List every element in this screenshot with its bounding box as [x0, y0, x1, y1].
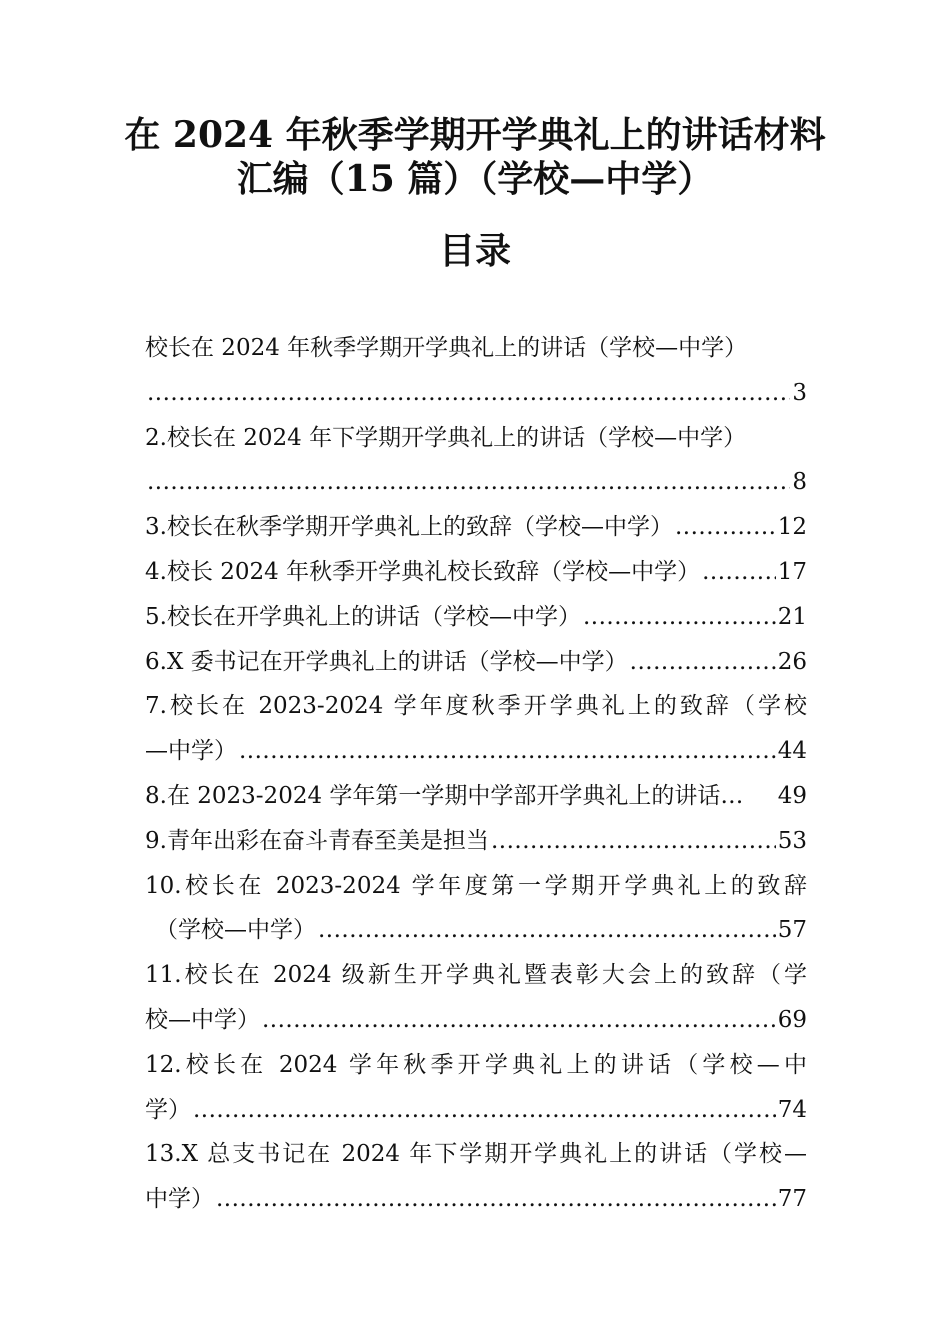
toc-entry[interactable]	[145, 684, 807, 774]
toc-entry[interactable]	[145, 416, 807, 506]
toc-entry-page: 44	[777, 738, 807, 765]
toc-entry-page: 49	[777, 782, 807, 809]
toc-leader-dots	[491, 819, 776, 864]
toc-leader-dots	[147, 460, 790, 505]
toc-entry[interactable]	[145, 1132, 807, 1222]
table-of-contents	[145, 326, 807, 1222]
toc-entry-page: 69	[777, 1006, 807, 1033]
toc-entry-page: 3	[792, 379, 807, 406]
toc-entry-page: 57	[777, 917, 807, 944]
toc-entry-title: 5.校长在开学典礼上的讲话（学校—中学）	[145, 603, 581, 630]
toc-entry-title: 4.校长 2024 年秋季开学典礼校长致辞（学校—中学）	[145, 558, 701, 585]
toc-entry-title: 11.校长在 2024 级新生开学典礼暨表彰大会上的致辞（学	[145, 962, 807, 989]
document-title-line-2: 汇编（15 篇）（学校—中学）	[236, 158, 714, 200]
toc-entry-page: 17	[777, 558, 807, 585]
toc-leader-dots	[702, 550, 776, 595]
toc-entry-title-continued: 学）	[145, 1096, 191, 1123]
toc-entry-title: 12.校长在 2024 学年秋季开学典礼上的讲话（学校—中	[145, 1051, 807, 1078]
toc-entry[interactable]	[145, 505, 807, 550]
toc-entry-title: 10.校长在 2023-2024 学年度第一学期开学典礼上的致辞	[145, 872, 807, 899]
toc-entry-page: 77	[777, 1186, 807, 1213]
toc-entry-page: 53	[777, 827, 807, 854]
toc-leader-dots	[262, 998, 776, 1043]
toc-entry-page: 12	[777, 514, 807, 541]
toc-entry-title: 校长在 2024 年秋季学期开学典礼上的讲话（学校—中学）	[145, 335, 748, 361]
toc-entry[interactable]	[145, 640, 807, 685]
toc-entry-title: 8.在 2023-2024 学年第一学期中学部开学典礼上的讲话…	[145, 782, 744, 809]
toc-entry-title: 2.校长在 2024 年下学期开学典礼上的讲话（学校—中学）	[145, 424, 747, 451]
toc-leader-dots	[216, 1177, 776, 1222]
toc-entry[interactable]	[145, 864, 807, 954]
toc-leader-dots	[239, 729, 776, 774]
toc-entry[interactable]	[145, 819, 807, 864]
toc-leader-dots	[147, 371, 790, 416]
toc-entry[interactable]	[145, 550, 807, 595]
toc-entry-title: 13.X 总支书记在 2024 年下学期开学典礼上的讲话（学校—	[145, 1141, 807, 1168]
toc-entry[interactable]	[145, 1043, 807, 1133]
toc-entry-page: 21	[777, 603, 807, 630]
toc-entry-title-continued: —中学）	[145, 738, 237, 765]
toc-entry-title: 3.校长在秋季学期开学典礼上的致辞（学校—中学）	[145, 514, 673, 541]
document-title-line-1: 在 2024 年秋季学期开学典礼上的讲话材料	[124, 114, 826, 156]
toc-leader-dots	[583, 595, 776, 640]
toc-entry-title-continued: 中学）	[145, 1186, 214, 1213]
toc-entry[interactable]	[145, 774, 807, 819]
toc-entry[interactable]	[145, 595, 807, 640]
toc-entry-title: 6.X 委书记在开学典礼上的讲话（学校—中学）	[145, 648, 628, 675]
toc-leader-dots	[630, 640, 776, 685]
toc-leader-dots	[193, 1088, 776, 1133]
toc-entry-page: 26	[777, 648, 807, 675]
toc-leader-dots	[318, 908, 776, 953]
toc-entry[interactable]	[145, 326, 807, 416]
toc-leader-dots	[675, 505, 776, 550]
toc-entry-title-continued: 校—中学）	[145, 1006, 260, 1033]
toc-heading: 目录	[438, 230, 511, 272]
toc-entry-page: 74	[777, 1096, 807, 1123]
toc-entry[interactable]	[145, 953, 807, 1043]
toc-entry-title-continued: （学校—中学）	[155, 917, 316, 944]
toc-entry-page: 8	[792, 469, 807, 496]
toc-entry-title: 7.校长在 2023-2024 学年度秋季开学典礼上的致辞（学校	[145, 693, 807, 720]
toc-entry-title: 9.青年出彩在奋斗青春至美是担当	[145, 827, 489, 854]
